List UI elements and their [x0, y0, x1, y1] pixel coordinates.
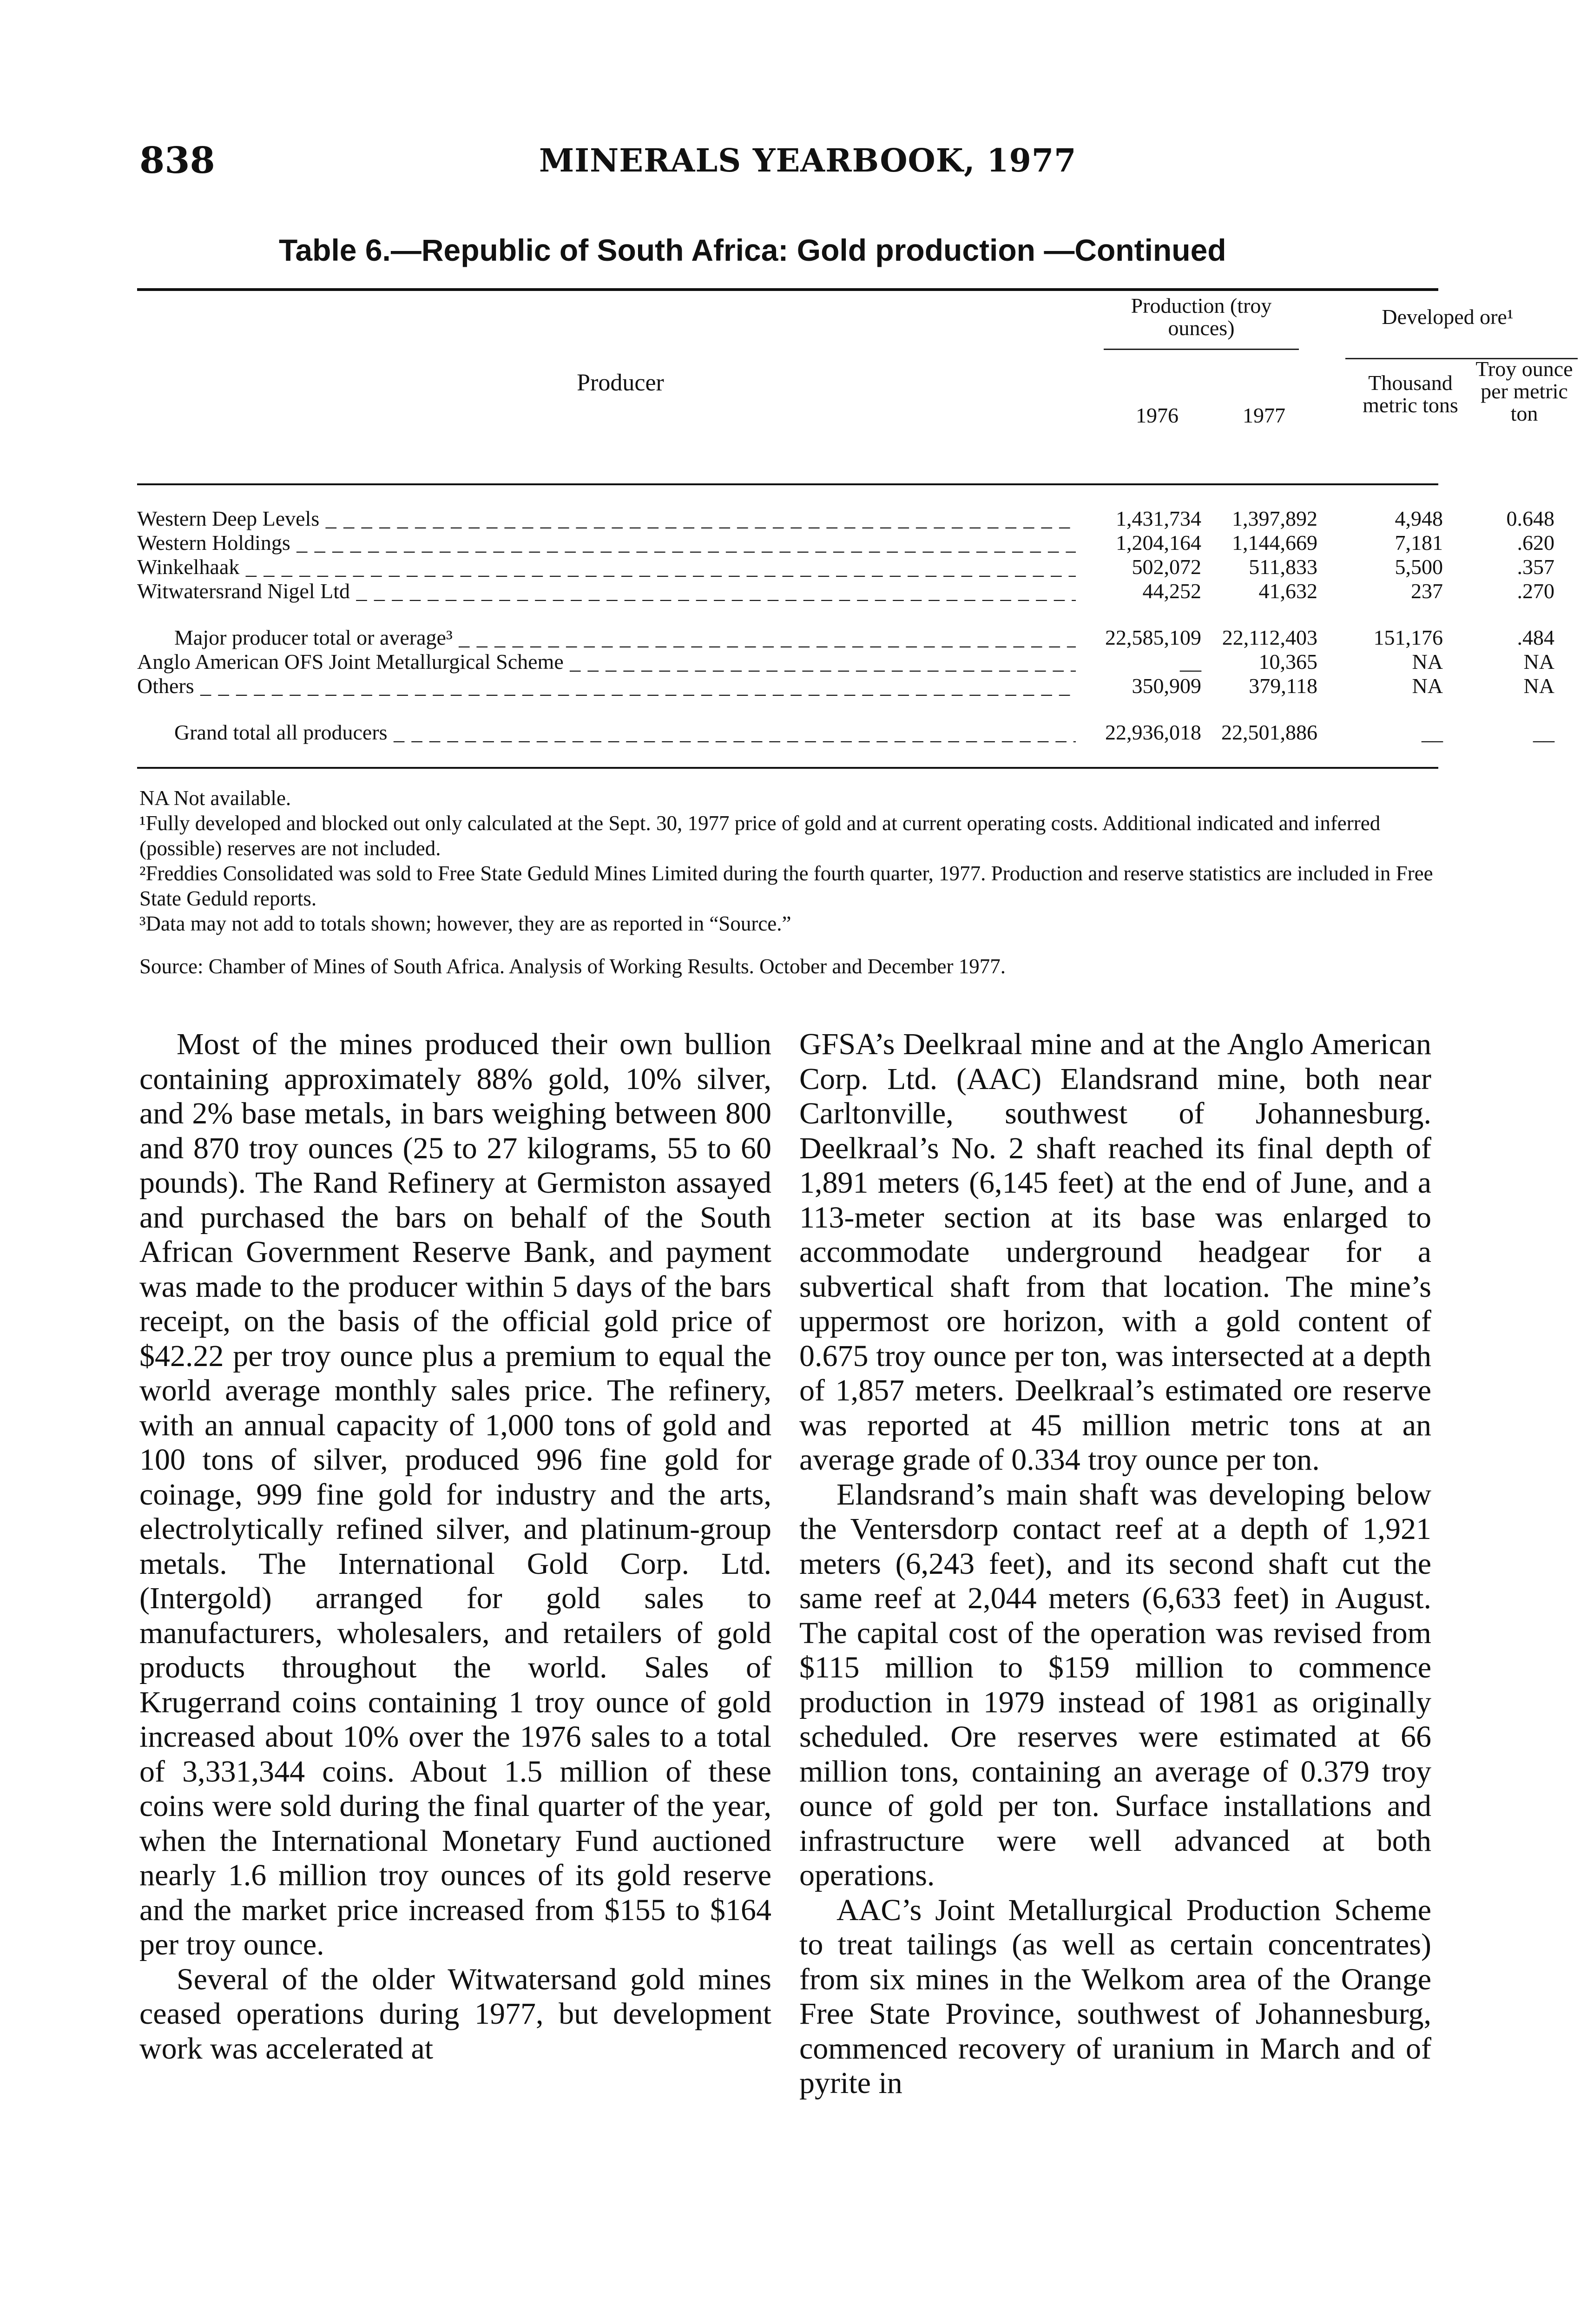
table-header-rule	[137, 483, 1438, 485]
producer-name: Others _ _ _	[137, 674, 1076, 698]
paragraph: Several of the older Witwatersand gold mines ceased operations during 1977, but development work was accelerated at	[139, 1962, 771, 2066]
paragraph: AAC’s Joint Metallurgical Production Scheme to treat tailings (as well as certain concentrates) from six mines in the Welkom area of the Orange Free State Province, southwest of Johannesburg, commenced recovery of uranium in March and of pyrite in	[799, 1893, 1431, 2100]
table-row	[137, 579, 1554, 603]
body-column-left	[139, 1027, 771, 2066]
table-row	[137, 555, 1554, 579]
cell-ounce-per-ton: NA	[1523, 674, 1554, 698]
producer-name: Anglo American OFS Joint Metallurgical Scheme _ _ _	[137, 650, 1076, 674]
cell-thousand-tons: 151,176	[1373, 626, 1443, 649]
cell-ounce-per-ton: .484	[1517, 626, 1554, 649]
page-number: 838	[139, 139, 215, 182]
footnote-na: NA Not available.	[139, 786, 291, 810]
cell-ounce-per-ton: NA	[1523, 650, 1554, 673]
producer-name: Witwatersrand Nigel Ltd _ _ _	[137, 579, 1076, 603]
footnote-3: ³Data may not add to totals shown; however, they are as reported in “Source.”	[139, 912, 791, 935]
cell-1976: __	[1180, 650, 1201, 673]
cell-1976: 1,204,164	[1116, 531, 1201, 555]
cell-ounce-per-ton: .270	[1517, 579, 1554, 603]
running-title: MINERALS YEARBOOK, 1977	[539, 142, 1077, 179]
cell-1977: 22,112,403	[1222, 626, 1317, 649]
table-row	[137, 531, 1554, 555]
cell-thousand-tons: NA	[1412, 674, 1443, 698]
header-producer: Producer	[577, 370, 664, 396]
page-header	[139, 139, 1431, 191]
footnote-1: ¹Fully developed and blocked out only calculated at the Sept. 30, 1977 price of gold and at current operating costs. Additional indicated and inferred (possible) reserves are not included.	[139, 812, 1381, 860]
producer-name: Western Deep Levels _ _ _	[137, 507, 1076, 531]
cell-1976: 44,252	[1142, 579, 1201, 603]
cell-ounce-per-ton: .357	[1517, 555, 1554, 579]
producer-name: Winkelhaak _ _ _	[137, 555, 1076, 579]
cell-ounce-per-ton: .620	[1517, 531, 1554, 555]
producer-name: Major producer total or average³ _ _ _	[174, 626, 1076, 650]
header-production: Production (troy ounces)	[1131, 294, 1272, 340]
header-troy-ounce-per-ton: Troy ounce per metric ton	[1475, 357, 1573, 425]
cell-thousand-tons: NA	[1412, 650, 1443, 673]
cell-1976: 1,431,734	[1116, 507, 1201, 530]
cell-ounce-per-ton: 0.648	[1506, 507, 1554, 530]
table-row	[137, 507, 1554, 531]
cell-thousand-tons: __	[1422, 720, 1443, 744]
cell-1976: 350,909	[1132, 674, 1201, 698]
table-body	[137, 507, 1554, 745]
cell-1977: 1,397,892	[1232, 507, 1317, 530]
table-row	[137, 626, 1554, 650]
cell-1977: 379,118	[1249, 674, 1317, 698]
body-column-right	[799, 1027, 1431, 2101]
producer-name: Grand total all producers _ _ _	[174, 720, 1076, 745]
cell-1977: 22,501,886	[1221, 720, 1317, 744]
cell-thousand-tons: 7,181	[1395, 531, 1443, 555]
table-footnotes	[139, 786, 1441, 979]
cell-thousand-tons: 5,500	[1395, 555, 1443, 579]
cell-1976: 502,072	[1132, 555, 1201, 579]
cell-1977: 511,833	[1249, 555, 1317, 579]
table-row	[137, 650, 1554, 674]
cell-thousand-tons: 4,948	[1395, 507, 1443, 530]
table-top-rule	[137, 288, 1438, 291]
paragraph: Elandsrand’s main shaft was developing below the Ventersdorp contact reef at a depth of 1,921 meters (6,243 feet), and its second shaft cut the same reef at 2,044 meters (6,633 feet) in August. The capital cost of the operation was revised from $115 million to $159 million to commence production in 1979 instead of 1981 as originally scheduled. Ore reserves were estimated at 66 million tons, containing an average of 0.379 troy ounce of gold per ton. Surface installations and infrastructure were well advanced at both operations.	[799, 1477, 1431, 1892]
cell-1977: 1,144,669	[1232, 531, 1317, 555]
production-subrule	[1104, 349, 1299, 350]
header-thousand-metric-tons: Thousand metric tons	[1363, 371, 1458, 417]
table-source: Source: Chamber of Mines of South Africa. Analysis of Working Results. October and December 1977.	[139, 955, 1006, 978]
table-row	[137, 720, 1554, 745]
cell-thousand-tons: 237	[1411, 579, 1443, 603]
table-title: Table 6.—Republic of South Africa: Gold production —Continued	[279, 233, 1226, 267]
cell-1977: 10,365	[1258, 650, 1317, 673]
footnote-2: ²Freddies Consolidated was sold to Free State Geduld Mines Limited during the fourth quarter, 1977. Production and reserve statistics are included in Free State Geduld reports.	[139, 862, 1433, 910]
paragraph: GFSA’s Deelkraal mine and at the Anglo American Corp. Ltd. (AAC) Elandsrand mine, both near Carltonville, southwest of Johannesburg. Deelkraal’s No. 2 shaft reached its final depth of 1,891 meters (6,145 feet) at the end of June, and a 113-meter section at its base was enlarged to accommodate underground headgear for a subvertical shaft from that location. The mine’s uppermost ore horizon, with a gold content of 0.675 troy ounce per ton, was intersected at a depth of 1,857 meters. Deelkraal’s estimated ore reserve was reported at 45 million metric tons at an average grade of 0.334 troy ounce per ton.	[799, 1027, 1431, 1477]
cell-ounce-per-ton: __	[1533, 720, 1554, 744]
header-1976: 1976	[1136, 403, 1179, 427]
paragraph: Most of the mines produced their own bullion containing approximately 88% gold, 10% silver, and 2% base metals, in bars weighing between 800 and 870 troy ounces (25 to 27 kilograms, 55 to 60 pounds). The Rand Refinery at Germiston assayed and purchased the bars on behalf of the South African Government Reserve Bank, and payment was made to the producer within 5 days of the bars receipt, on the basis of the official gold price of $42.22 per troy ounce plus a premium to equal the world average monthly sales price. The refinery, with an annual capacity of 1,000 tons of gold and 100 tons of silver, produced 996 fine gold for coinage, 999 fine gold for industry and the arts, electrolytically refined silver, and platinum-group metals. The International Gold Corp. Ltd. (Intergold) arranged for gold sales to manufacturers, wholesalers, and retailers of gold products throughout the world. Sales of Krugerrand coins containing 1 troy ounce of gold increased about 10% over the 1976 sales to a total of 3,331,344 coins. About 1.5 million of these coins were sold during the final quarter of the year, when the International Monetary Fund auctioned nearly 1.6 million troy ounces of its gold reserve and the market price increased from $155 to $164 per troy ounce.	[139, 1027, 771, 1961]
cell-1976: 22,585,109	[1105, 626, 1201, 649]
cell-1976: 22,936,018	[1105, 720, 1201, 744]
table-bottom-rule	[137, 767, 1438, 769]
header-1977: 1977	[1243, 403, 1285, 427]
table-row	[137, 674, 1554, 698]
header-developed-ore: Developed ore¹	[1382, 305, 1514, 329]
producer-name: Western Holdings _ _ _	[137, 531, 1076, 555]
cell-1977: 41,632	[1258, 579, 1317, 603]
